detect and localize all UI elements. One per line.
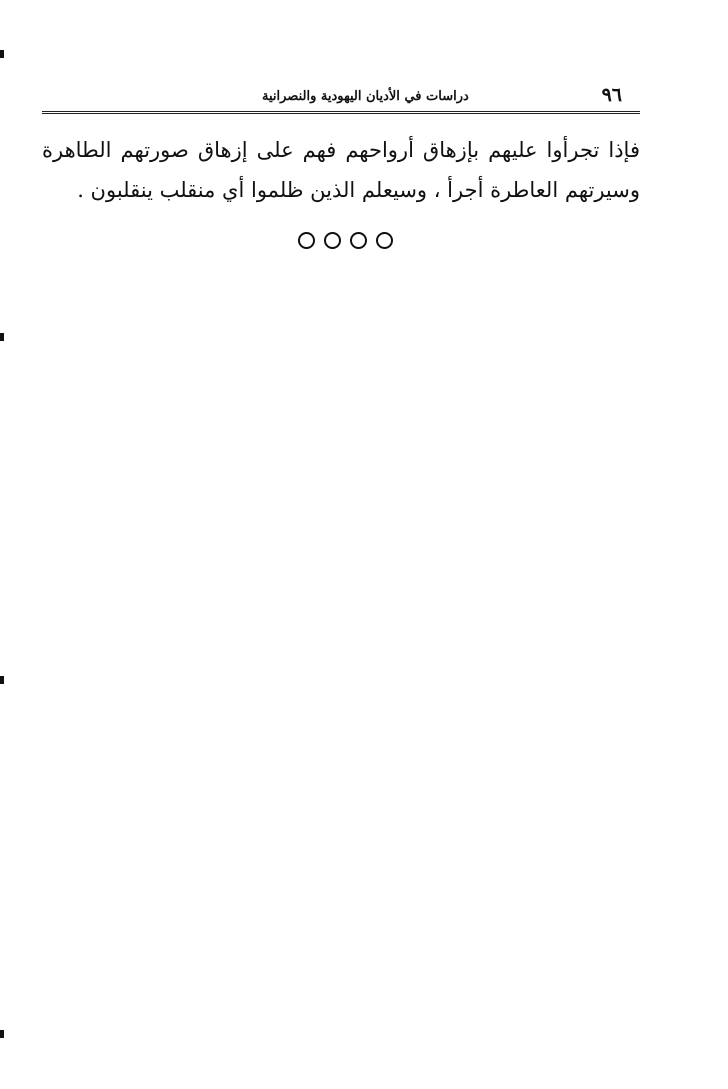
scan-edge-mark — [0, 676, 4, 684]
scan-edge-mark — [0, 333, 4, 341]
body-paragraph: فإذا تجرأوا عليهم بإزهاق أرواحهم فهم على إزهاق صورتهم الطاهرة وسيرتهم العاطرة أجرأ ، وسيعلم الذين ظلموا أي منقلب ينقلبون . — [42, 138, 640, 202]
separator-circle-icon — [324, 232, 341, 249]
header-rule — [42, 111, 640, 114]
separator-circle-icon — [350, 232, 367, 249]
separator-circle-icon — [376, 232, 393, 249]
separator-circle-icon — [298, 232, 315, 249]
section-separator — [298, 232, 393, 249]
page-header — [42, 84, 640, 114]
running-title: دراسات في الأديان اليهودية والنصرانية — [262, 89, 469, 104]
page-number: ٩٦ — [601, 84, 622, 106]
scan-edge-mark — [0, 1030, 4, 1038]
scan-edge-mark — [0, 50, 4, 58]
